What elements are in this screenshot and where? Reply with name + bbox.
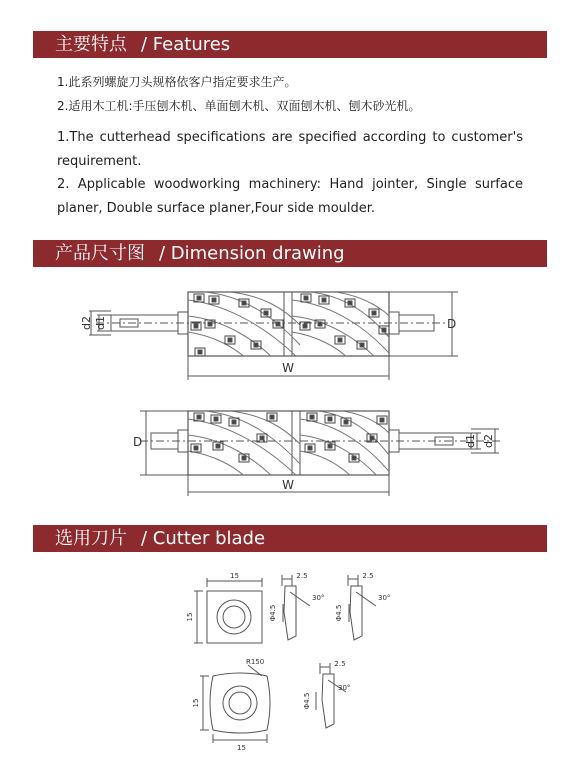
sq2-side-dim: 15 [192, 698, 200, 708]
top-D-label: D [447, 317, 457, 331]
rounded-blade-drawing [200, 665, 270, 743]
dimension-heading-en: / Dimension drawing [159, 243, 345, 264]
top-W-label: W [282, 361, 294, 375]
dimension-heading-cn: 产品尺寸图 [55, 243, 145, 264]
feature-en-paragraph-1: 1.The cutterhead specifications are specified according to customer's requirement. [57, 130, 523, 169]
cutter-heading-en: / Cutter blade [141, 528, 266, 549]
p2-angle: 30° [378, 594, 391, 602]
dimension-drawing-bottom [140, 411, 500, 496]
feature-en-paragraph-2: 2. Applicable woodworking machinery: Hand jointer, Single surface planer, Double surface planer,Four side moulder. [57, 177, 523, 216]
feature-cn-line-1: 1.此系列螺旋刀头规格依客户指定要求生产。 [57, 75, 297, 89]
top-d2-label: d2 [80, 316, 93, 330]
p1-top-dim: 2.5 [296, 572, 308, 580]
features-heading-cn: 主要特点 [55, 34, 127, 55]
cutter-heading-cn: 选用刀片 [55, 528, 127, 549]
p3-angle: 30° [338, 684, 351, 692]
p1-side-dim: Φ4.5 [269, 604, 277, 622]
features-heading-en: / Features [141, 34, 231, 55]
bottom-d2-label: d2 [482, 434, 495, 448]
bottom-W-label: W [282, 478, 294, 492]
sq1-top-dim: 15 [230, 572, 239, 580]
top-d1-label: d1 [94, 316, 107, 330]
blade-profile-1 [282, 575, 310, 640]
bottom-D-label: D [133, 435, 143, 449]
sq2-radius-dim: R150 [246, 658, 265, 666]
p2-top-dim: 2.5 [362, 572, 374, 580]
feature-cn-line-2: 2.适用木工机:手压刨木机、单面刨木机、双面刨木机、刨木砂光机。 [57, 99, 421, 113]
blade-profile-3 [316, 663, 346, 728]
square-blade-drawing [194, 578, 262, 643]
sq1-side-dim: 15 [186, 612, 194, 622]
bottom-d1-label: d1 [464, 434, 477, 448]
p1-angle: 30° [312, 594, 325, 602]
sq2-bottom-dim: 15 [237, 744, 246, 752]
blade-profile-2 [348, 575, 376, 640]
p3-top-dim: 2.5 [334, 660, 346, 668]
dimension-drawing-top [89, 292, 458, 380]
p3-side-dim: Φ4.5 [303, 692, 311, 710]
p2-side-dim: Φ4.5 [335, 604, 343, 622]
